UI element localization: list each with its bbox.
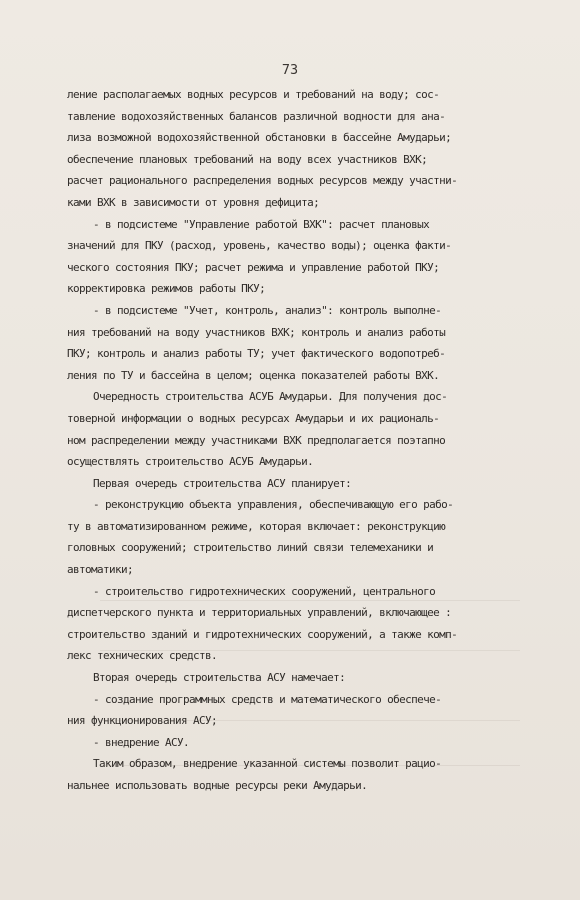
text-line: Очередность строительства АСУБ Амударьи. Для получения дос- [93,390,448,404]
text-line: расчет рационального распределения водных ресурсов между участни- [67,174,458,188]
text-line: ту в автоматизированном режиме, которая включает: реконструкцию [67,519,446,533]
text-line: ления по ТУ и бассейна в целом; оценка показателей работы ВХК. [67,368,440,382]
text-line: лиза возможной водохозяйственной обстановки в бассейне Амударьи; [67,131,452,145]
bleed-through-mark [100,600,520,601]
text-line: ПКУ; контроль и анализ работы ТУ; учет фактического водопотреб- [67,347,446,361]
text-line: ками ВХК в зависимости от уровня дефицита; [67,195,320,209]
text-line: - внедрение АСУ. [93,735,190,749]
text-line: Вторая очередь строительства АСУ намечает: [93,671,346,685]
body-text [67,84,547,797]
text-line: осуществлять строительство АСУБ Амударьи. [67,455,314,469]
bleed-through-mark [100,650,520,651]
text-line: - в подсистеме "Управление работой ВХК": расчет плановых [93,217,430,231]
text-line: нальнее использовать водные ресурсы реки Амударьи. [67,779,368,792]
text-line: Таким образом, внедрение указанной системы позволит рацио- [93,757,442,771]
text-line: ния функционирования АСУ; [67,714,218,728]
text-line: - в подсистеме "Учет, контроль, анализ": контроль выполне- [93,303,442,317]
text-line: ном распределении между участниками ВХК предполагается поэтапно [67,433,446,447]
text-line: лекс технических средств. [67,649,218,663]
text-line: тавление водохозяйственных балансов различной водности для ана- [67,109,446,123]
text-line: головных сооружений; строительство линий связи телемеханики и [67,541,434,555]
page-number: 73 [281,62,299,78]
text-line: автоматики; [67,563,134,577]
text-line: - строительство гидротехнических сооружений, центрального [93,584,436,598]
bleed-through-mark [100,765,520,766]
text-line: - создание программных средств и математического обеспече- [93,692,442,706]
text-line: строительство зданий и гидротехнических сооружений, а также комп- [67,627,458,641]
text-line: корректировка режимов работы ПКУ; [67,282,266,296]
text-line: товерной информации о водных ресурсах Амударьи и их рациональ- [67,411,440,425]
text-line: диспетчерского пункта и территориальных управлений, включающее : [67,606,452,620]
text-line: ческого состояния ПКУ; расчет режима и управление работой ПКУ; [67,260,440,274]
text-line: значений для ПКУ (расход, уровень, качество воды); оценка факти- [67,239,452,253]
text-line: обеспечение плановых требований на воду всех участников ВХК; [67,152,428,166]
text-line: - реконструкцию объекта управления, обеспечивающую его рабо- [93,498,454,512]
text-line: ление располагаемых водных ресурсов и требований на воду; сос- [67,88,440,101]
bleed-through-mark [100,720,520,721]
text-line: Первая очередь строительства АСУ планирует: [93,476,352,490]
text-line: ния требований на воду участников ВХК; контроль и анализ работы [67,325,446,339]
